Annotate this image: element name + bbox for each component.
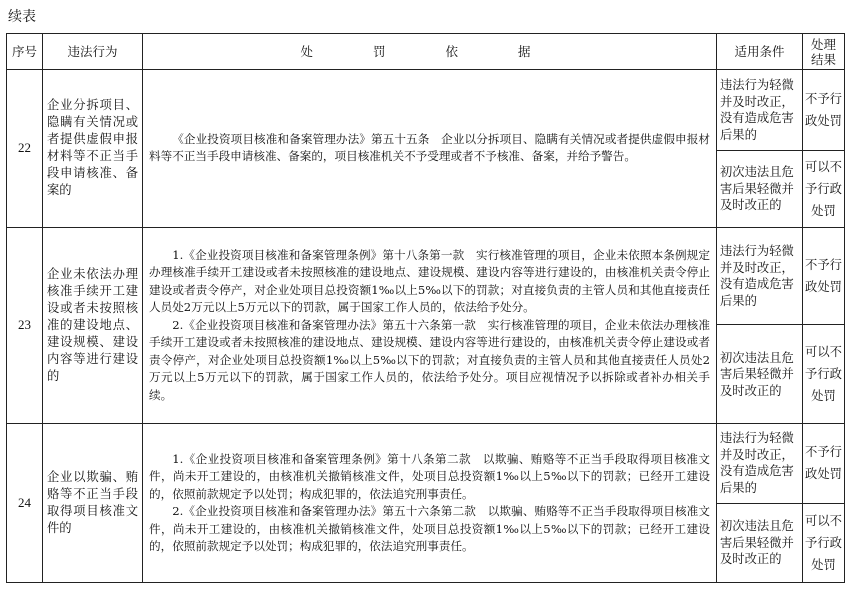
row-number: 23 bbox=[7, 227, 43, 423]
condition-text: 违法行为轻微并及时改正，没有造成危害后果的 bbox=[717, 70, 803, 151]
basis-cell bbox=[143, 424, 717, 583]
result-text: 可以不予行政处罚 bbox=[803, 325, 845, 424]
row-number: 22 bbox=[7, 70, 43, 228]
result-text: 不予行政处罚 bbox=[803, 424, 845, 503]
basis-paragraph: 1.《企业投资项目核准和备案管理条例》第十八条第二款 以欺骗、贿赂等不正当手段取得项目核准文件，尚未开工建设的，由核准机关撤销核准文件，处项目总投资额1‰以上5‰以下的罚款；已经开工建设的，依照前款规定予以处罚；构成犯罪的，依法追究刑事责任。 bbox=[149, 451, 710, 501]
basis-cell bbox=[143, 227, 717, 423]
table-row bbox=[7, 424, 845, 503]
condition-text: 初次违法且危害后果轻微并及时改正的 bbox=[717, 151, 803, 227]
result-text: 可以不予行政处罚 bbox=[803, 151, 845, 227]
table-row bbox=[7, 227, 845, 325]
condition-text: 初次违法且危害后果轻微并及时改正的 bbox=[717, 325, 803, 424]
basis-paragraph: 2.《企业投资项目核准和备案管理办法》第五十六条第二款 以欺骗、贿赂等不正当手段取得项目核准文件，尚未开工建设的，由核准机关撤销核准文件，处项目总投资额1‰以上5‰以下的罚款；已经开工建设的，依照前款规定予以处罚；构成犯罪的，依法追究刑事责任。 bbox=[149, 504, 710, 554]
violation-text: 企业分拆项目、隐瞒有关情况或者提供虚假申报材料等不正当手段申请核准、备案的 bbox=[43, 70, 143, 228]
result-text: 不予行政处罚 bbox=[803, 227, 845, 325]
table-caption: 续表 bbox=[8, 9, 36, 25]
basis-paragraph: 《企业投资项目核准和备案管理办法》第五十五条 企业以分拆项目、隐瞒有关情况或者提供虚假申报材料等不正当手段申请核准、备案的，项目核准机关不予受理或者不予核准、备案，并给予警告。 bbox=[149, 131, 710, 164]
result-text: 可以不予行政处罚 bbox=[803, 503, 845, 582]
penalty-table bbox=[6, 33, 845, 583]
result-text: 不予行政处罚 bbox=[803, 70, 845, 151]
basis-cell bbox=[143, 70, 717, 228]
table-row bbox=[7, 70, 845, 151]
header-act: 违法行为 bbox=[43, 34, 143, 70]
row-number: 24 bbox=[7, 424, 43, 583]
header-res: 处理结果 bbox=[803, 34, 845, 70]
condition-text: 初次违法且危害后果轻微并及时改正的 bbox=[717, 503, 803, 582]
header-basis: 处 罚 依 据 bbox=[143, 34, 717, 70]
basis-paragraph: 2.《企业投资项目核准和备案管理办法》第五十六条第一款 实行核准管理的项目，企业未依法办理核准手续开工建设或者未按照核准的建设地点、建设规模、建设内容等进行建设的，由核准机关责令停止建设或者责令停产，对企业处项目总投资额1‰以上5‰以下的罚款；对直接负责的主管人员和其他直接责任人员处2万元以上5万元以下的罚款，属于国家工作人员的，依法给予处分。项目应视情况予以拆除或者补办相关手续。 bbox=[149, 317, 710, 402]
condition-text: 违法行为轻微并及时改正，没有造成危害后果的 bbox=[717, 424, 803, 503]
violation-text: 企业以欺骗、贿赂等不正当手段取得项目核准文件的 bbox=[43, 424, 143, 583]
header-cond: 适用条件 bbox=[717, 34, 803, 70]
condition-text: 违法行为轻微并及时改正，没有造成危害后果的 bbox=[717, 227, 803, 325]
header-no: 序号 bbox=[7, 34, 43, 70]
basis-paragraph: 1.《企业投资项目核准和备案管理条例》第十八条第一款 实行核准管理的项目，企业未依照本条例规定办理核准手续开工建设或者未按照核准的建设地点、建设规模、建设内容等进行建设的，由核准机关责令停止建设或者责令停产，对企业处项目总投资额1‰以上5‰以下的罚款；对直接负责的主管人员和其他直接责任人员处2万元以上5万元以下的罚款，属于国家工作人员的，依法给予处分。 bbox=[149, 247, 710, 315]
violation-text: 企业未依法办理核准手续开工建设或者未按照核准的建设地点、建设规模、建设内容等进行建设的 bbox=[43, 227, 143, 423]
